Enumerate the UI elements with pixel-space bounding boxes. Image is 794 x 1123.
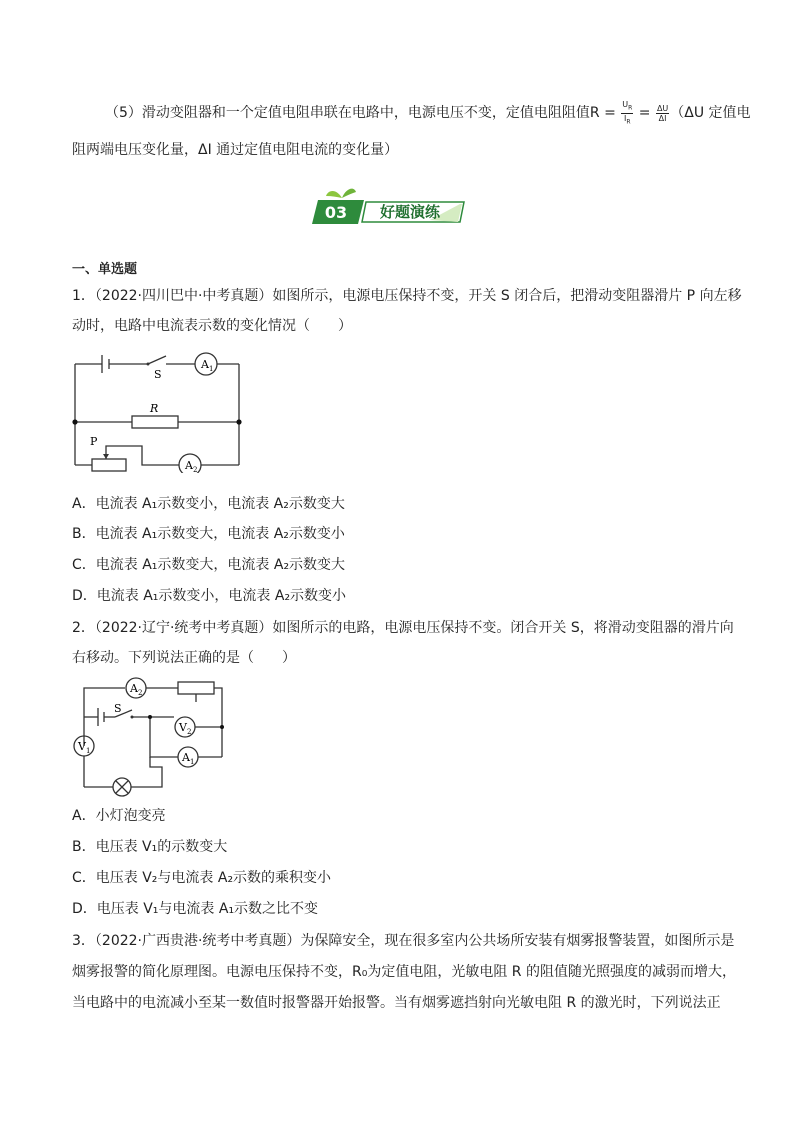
q1-circuit-diagram: [68, 348, 248, 473]
intro-text-post: （ΔU 定值电: [670, 105, 751, 122]
switch-blade: [148, 356, 166, 364]
label-a2: $A_2$: [130, 682, 143, 697]
rheostat: [178, 682, 214, 694]
q1-stem-line-2: 动时，电路中电流表示数的变化情况（ ）: [72, 318, 352, 334]
label-a2: $A_2$: [185, 459, 198, 473]
banner-number: 03: [324, 203, 348, 222]
intro-line-2: 阻两端电压变化量，ΔI 通过定值电阻电流的变化量）: [72, 142, 399, 158]
q1-stem-line-1: 1．（2022·四川巴中·中考真题）如图所示，电源电压保持不变，开关 S 闭合后，把滑动变阻器滑片 P 向左移: [72, 288, 742, 304]
q1-option-a: A．电流表 A₁示数变小，电流表 A₂示数变大: [72, 496, 345, 512]
label-a1: $A_1$: [201, 358, 214, 373]
resistor-r: [132, 416, 178, 428]
junction-node: [72, 419, 77, 424]
q2-circuit-diagram: [70, 674, 230, 806]
q2-option-a: A．小灯泡变亮: [72, 808, 166, 824]
label-p: P: [90, 435, 98, 448]
equals-sign: =: [634, 105, 655, 122]
junction-node: [236, 419, 241, 424]
q3-stem-line-3: 当电路中的电流减小至某一数值时报警器开始报警。当有烟雾遮挡射向光敏电阻 R 的激光时，下列说法正: [72, 995, 721, 1011]
junction-node: [148, 715, 152, 719]
q1-option-b: B．电流表 A₁示数变大，电流表 A₂示数变小: [72, 526, 345, 542]
q3-stem-line-1: 3．（2022·广西贵港·统考中考真题）为保障安全，现在很多室内公共场所安装有烟雾报警装置，如图所示是: [72, 933, 735, 949]
q2-option-c: C．电压表 V₂与电流表 A₂示数的乘积变小: [72, 870, 332, 886]
fraction-ur-ir: $\frac{U_R}{I_R}$: [622, 100, 633, 126]
q1-option-c: C．电流表 A₁示数变大，电流表 A₂示数变大: [72, 557, 346, 573]
banner-graphic: [310, 186, 470, 236]
label-s: S: [114, 702, 122, 715]
q2-stem-line-1: 2．（2022·辽宁·统考中考真题）如图所示的电路，电源电压保持不变。闭合开关 S，将滑动变阻器的滑片向: [72, 620, 734, 636]
intro-line-1: [105, 100, 751, 126]
label-v1: $V_1$: [78, 740, 91, 755]
rheostat: [92, 459, 126, 471]
q2-option-b: B．电压表 V₁的示数变大: [72, 839, 228, 855]
label-v2: $V_2$: [179, 721, 192, 736]
q2-stem-line-2: 右移动。下列说法正确的是（ ）: [72, 650, 296, 666]
q1-option-d: D．电流表 A₁示数变小，电流表 A₂示数变小: [72, 588, 347, 604]
label-s: S: [154, 368, 162, 381]
junction-node: [220, 725, 224, 729]
banner-title: 好题演练: [379, 203, 441, 221]
q3-stem-line-2: 烟雾报警的简化原理图。电源电压保持不变，R₀为定值电阻，光敏电阻 R 的阻值随光照强度的减弱而增大，: [72, 964, 736, 980]
leaf-icon: [326, 189, 356, 198]
slider-arrow-icon: [103, 454, 109, 459]
section-banner: [310, 186, 470, 236]
label-r: R: [150, 402, 159, 415]
label-a1: $A_1$: [182, 751, 195, 766]
intro-text-pre: （5）滑动变阻器和一个定值电阻串联在电路中，电源电压不变，定值电阻阻值R =: [105, 105, 621, 122]
section-heading: 一、单选题: [72, 262, 138, 277]
fraction-du-di: $\frac{\Delta U}{\Delta I}$: [656, 103, 669, 123]
q2-option-d: D．电压表 V₁与电流表 A₁示数之比不变: [72, 901, 319, 917]
